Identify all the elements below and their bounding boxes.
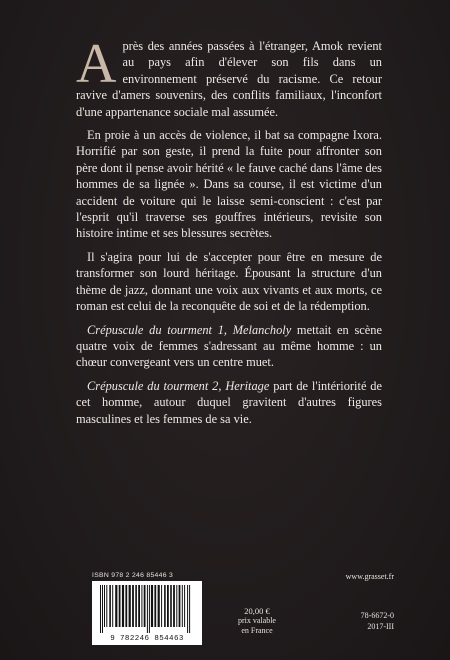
- barcode-bar: [164, 585, 166, 627]
- blurb-paragraph-5: Crépuscule du tourment 2, Heritage part de l'intériorité de cet homme, autour duquel gravitent d'autres figures masculines et les femmes de sa vie.: [76, 378, 382, 426]
- publisher-codes: [320, 611, 394, 632]
- book-title-melancholy: Crépuscule du tourment 1, Melancholy: [87, 322, 292, 337]
- barcode-bar: [147, 585, 148, 633]
- barcode-bar: [141, 585, 142, 627]
- drop-cap: A: [76, 33, 117, 95]
- barcode-bars: [92, 581, 202, 635]
- barcode-bar: [112, 585, 113, 627]
- barcode-bar: [138, 585, 140, 627]
- barcode: [92, 581, 202, 645]
- barcode-bar: [154, 585, 156, 627]
- blurb-paragraph-4: Crépuscule du tourment 1, Melancholy mettait en scène quatre voix de femmes s'adressant au même homme : un chœur convergeant vers un centre muet.: [76, 322, 382, 370]
- barcode-bar: [167, 585, 169, 627]
- barcode-bar: [179, 585, 181, 627]
- blurb-paragraph-1: Après des années passées à l'étranger, Amok revient au pays afin d'élever son fils dans un environnement préservé du racisme. Ce retour ravive d'amers souvenirs, des conflits familiaux, l'inconfort d'une appartenance sociale mal assumée.: [76, 33, 382, 119]
- price-note-line-2: en France: [241, 626, 273, 635]
- blurb-paragraph-2: En proie à un accès de violence, il bat sa compagne Ixora. Horrifié par son geste, il prend la fuite pour affronter son père dont il pense avoir hérité « le fauve caché dans l'âme des hommes de sa lignée ». Dans sa course, il est victime d'un accident de voiture qui le laisse semi-conscient : c'est par l'esprit qu'il traverse ses gouffres intérieurs, revisite son histoire intime et ses blessures secrètes.: [76, 128, 382, 241]
- barcode-bar: [149, 585, 150, 633]
- price-block: [229, 606, 285, 636]
- barcode-bar: [106, 585, 107, 627]
- barcode-bar: [176, 585, 177, 627]
- blurb-paragraph-3: Il s'agira pour lui de s'accepter pour être en mesure de transformer son lourd héritage. Épousant la structure d'un thème de jazz, donnant une voix aux vivants et aux morts, ce roman est celui de la reconquête de soi et de la rédemption.: [76, 249, 382, 314]
- barcode-bar: [170, 585, 172, 627]
- barcode-bar: [102, 585, 103, 633]
- barcode-digits: 9 782246 854463: [110, 635, 184, 643]
- book-title-heritage: Crépuscule du tourment 2, Heritage: [87, 378, 270, 393]
- publisher-code-2: 2017-III: [367, 621, 394, 631]
- barcode-bar: [119, 585, 121, 627]
- publisher-code-1: 78-6672-0: [360, 611, 394, 620]
- price-amount: 20,00 €: [244, 606, 270, 616]
- barcode-bar: [115, 585, 117, 627]
- barcode-bar: [182, 585, 183, 627]
- barcode-bar: [161, 585, 162, 627]
- barcode-bar: [109, 585, 111, 627]
- barcode-bar: [158, 585, 160, 627]
- barcode-bar: [129, 585, 131, 627]
- publisher-website: www.grasset.fr: [345, 572, 394, 581]
- barcode-bar: [184, 585, 185, 627]
- barcode-bar: [151, 585, 153, 627]
- barcode-bar: [173, 585, 175, 627]
- barcode-bar: [189, 585, 190, 633]
- barcode-bar: [187, 585, 188, 633]
- barcode-bar: [104, 585, 105, 627]
- blurb-text: [76, 33, 382, 434]
- barcode-bar: [132, 585, 134, 627]
- price-note-line-1: prix valable: [238, 616, 276, 625]
- barcode-bar: [122, 585, 124, 627]
- barcode-bar: [135, 585, 137, 627]
- barcode-bar: [144, 585, 146, 627]
- isbn-label: ISBN 978 2 246 85446 3: [92, 572, 174, 579]
- barcode-bar: [100, 585, 101, 633]
- barcode-bar: [125, 585, 127, 627]
